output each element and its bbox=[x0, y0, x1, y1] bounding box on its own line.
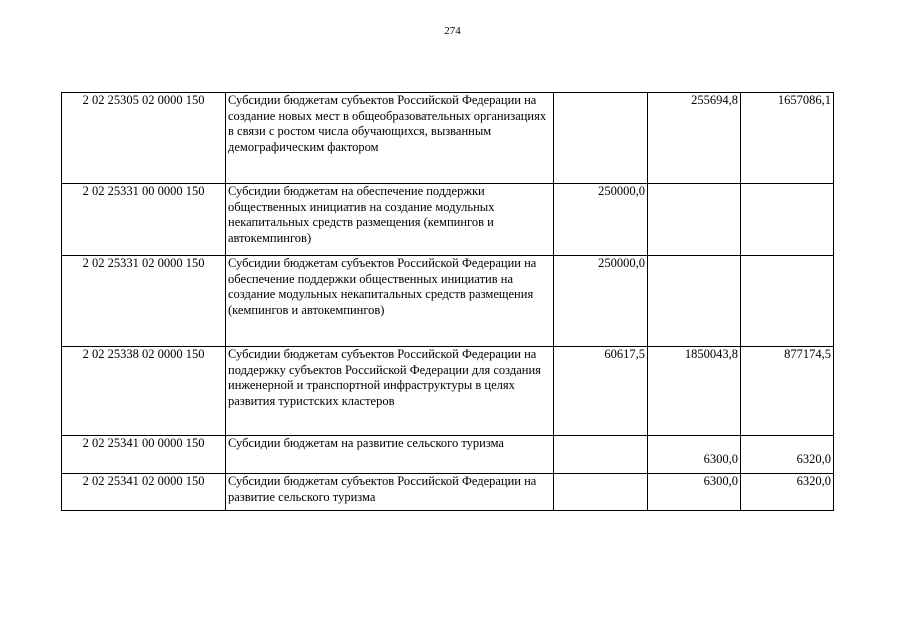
description-cell: Субсидии бюджетам субъектов Российской Федерации на обеспечение поддержки общественных инициатив на создание модульных некапитальных средств размещения (кемпингов и автокемпингов) bbox=[226, 256, 554, 347]
amount-cell-1: 250000,0 bbox=[554, 256, 648, 347]
budget-code-cell: 2 02 25338 02 0000 150 bbox=[62, 347, 226, 436]
description-cell: Субсидии бюджетам субъектов Российской Федерации на развитие сельского туризма bbox=[226, 474, 554, 511]
amount-cell-3: 6320,0 bbox=[741, 474, 834, 511]
description-cell: Субсидии бюджетам субъектов Российской Федерации на поддержку субъектов Российской Федерации для создания инженерной и транспортной инфраструктуры в целях развития туристских кластеров bbox=[226, 347, 554, 436]
budget-table bbox=[61, 92, 834, 511]
budget-code-cell: 2 02 25341 02 0000 150 bbox=[62, 474, 226, 511]
amount-cell-2: 6300,0 bbox=[648, 436, 741, 474]
amount-cell-2 bbox=[648, 184, 741, 256]
description-cell: Субсидии бюджетам на обеспечение поддержки общественных инициатив на создание модульных некапитальных средств размещения (кемпингов и автокемпингов) bbox=[226, 184, 554, 256]
table-row bbox=[62, 347, 834, 436]
amount-cell-1 bbox=[554, 474, 648, 511]
description-cell: Субсидии бюджетам субъектов Российской Федерации на создание новых мест в общеобразовательных организациях в связи с ростом числа обучающихся, вызванным демографическим фактором bbox=[226, 93, 554, 184]
amount-cell-2: 1850043,8 bbox=[648, 347, 741, 436]
page-number: 274 bbox=[444, 25, 461, 37]
amount-cell-3: 877174,5 bbox=[741, 347, 834, 436]
amount-cell-3 bbox=[741, 256, 834, 347]
amount-cell-3: 1657086,1 bbox=[741, 93, 834, 184]
amount-cell-2 bbox=[648, 256, 741, 347]
budget-code-cell: 2 02 25341 00 0000 150 bbox=[62, 436, 226, 474]
amount-cell-2: 255694,8 bbox=[648, 93, 741, 184]
budget-code-cell: 2 02 25305 02 0000 150 bbox=[62, 93, 226, 184]
amount-cell-1: 60617,5 bbox=[554, 347, 648, 436]
amount-cell-2: 6300,0 bbox=[648, 474, 741, 511]
amount-cell-1 bbox=[554, 436, 648, 474]
budget-code-cell: 2 02 25331 02 0000 150 bbox=[62, 256, 226, 347]
amount-cell-1 bbox=[554, 93, 648, 184]
table-row bbox=[62, 93, 834, 184]
budget-code-cell: 2 02 25331 00 0000 150 bbox=[62, 184, 226, 256]
table-row bbox=[62, 184, 834, 256]
table-row bbox=[62, 256, 834, 347]
amount-cell-1: 250000,0 bbox=[554, 184, 648, 256]
description-cell: Субсидии бюджетам на развитие сельского туризма bbox=[226, 436, 554, 474]
amount-cell-3: 6320,0 bbox=[741, 436, 834, 474]
amount-cell-3 bbox=[741, 184, 834, 256]
table-row bbox=[62, 436, 834, 474]
table-row bbox=[62, 474, 834, 511]
